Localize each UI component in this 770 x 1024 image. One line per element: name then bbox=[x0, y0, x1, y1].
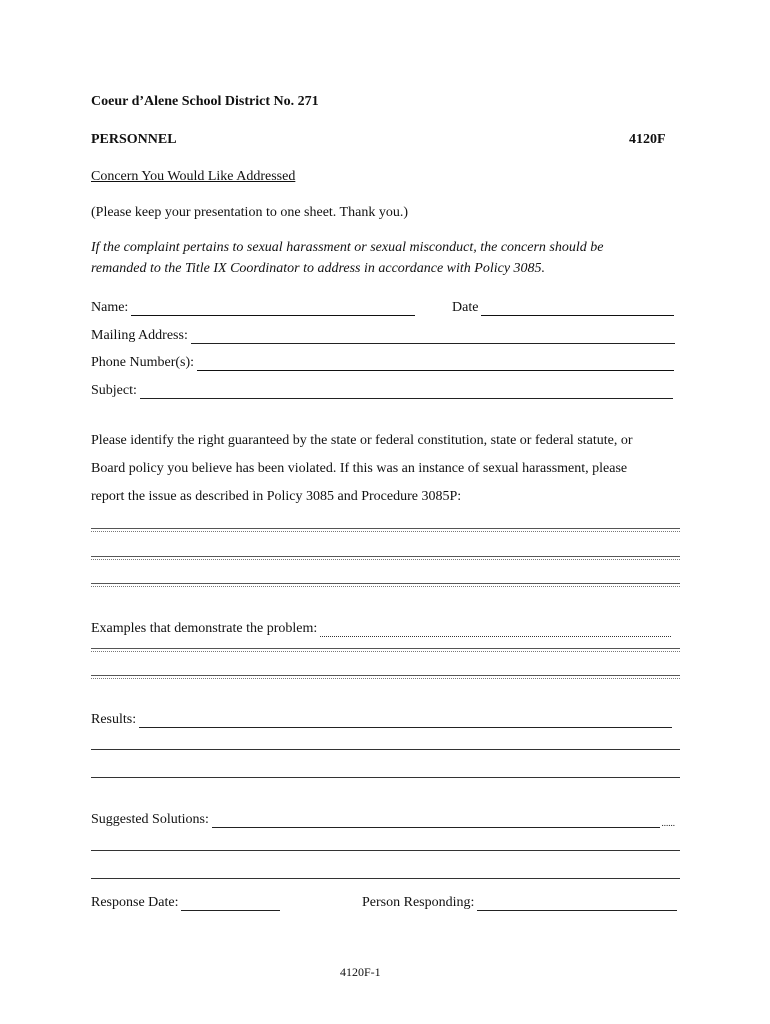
person-responding-label: Person Responding: bbox=[362, 895, 475, 910]
district-name: Coeur d’Alene School District No. 271 bbox=[91, 94, 319, 109]
examples-input-line[interactable] bbox=[320, 622, 671, 637]
response-date-label: Response Date: bbox=[91, 895, 179, 910]
name-field[interactable] bbox=[91, 296, 415, 316]
mailing-address-field[interactable] bbox=[91, 324, 675, 344]
rights-answer-line[interactable] bbox=[91, 556, 680, 560]
rights-answer-line[interactable] bbox=[91, 583, 680, 587]
instruction-text: (Please keep your presentation to one sheet. Thank you.) bbox=[91, 205, 408, 220]
rights-answer-line[interactable] bbox=[91, 528, 680, 532]
date-label: Date bbox=[452, 300, 479, 315]
phone-number-field[interactable] bbox=[91, 351, 674, 371]
rights-question-line-2: Board policy you believe has been violated. If this was an instance of sexual harassment, please bbox=[91, 461, 628, 476]
suggested-solutions-input-line[interactable] bbox=[212, 813, 660, 828]
name-label: Name: bbox=[91, 300, 129, 315]
results-answer-line[interactable] bbox=[91, 749, 680, 750]
form-number: 4120F bbox=[629, 132, 666, 147]
form-title: Concern You Would Like Addressed bbox=[91, 169, 296, 184]
section-heading: PERSONNEL bbox=[91, 132, 177, 147]
results-label: Results: bbox=[91, 712, 137, 727]
results-field[interactable] bbox=[91, 708, 672, 728]
suggested-solutions-label: Suggested Solutions: bbox=[91, 812, 209, 827]
phone-number-input-line[interactable] bbox=[197, 356, 674, 371]
date-input-line[interactable] bbox=[481, 301, 674, 316]
examples-label: Examples that demonstrate the problem: bbox=[91, 621, 318, 636]
results-answer-line[interactable] bbox=[91, 777, 680, 778]
person-responding-field[interactable] bbox=[362, 891, 677, 911]
suggested-solutions-field[interactable] bbox=[91, 808, 675, 828]
response-date-field[interactable] bbox=[91, 891, 280, 911]
subject-field[interactable] bbox=[91, 379, 673, 399]
suggested-solutions-dots: ...... bbox=[661, 818, 675, 828]
results-input-line[interactable] bbox=[139, 713, 672, 728]
suggested-solutions-answer-line[interactable] bbox=[91, 878, 680, 879]
person-responding-input-line[interactable] bbox=[477, 896, 677, 911]
mailing-address-label: Mailing Address: bbox=[91, 328, 188, 343]
suggested-solutions-answer-line[interactable] bbox=[91, 850, 680, 851]
phone-number-label: Phone Number(s): bbox=[91, 355, 195, 370]
page-number: 4120F-1 bbox=[340, 965, 381, 979]
title-ix-notice-line-2: remanded to the Title IX Coordinator to address in accordance with Policy 3085. bbox=[91, 261, 546, 276]
title-ix-notice-line-1: If the complaint pertains to sexual harassment or sexual misconduct, the concern should be bbox=[91, 240, 604, 255]
response-date-input-line[interactable] bbox=[181, 896, 280, 911]
examples-answer-line[interactable] bbox=[91, 648, 680, 652]
name-input-line[interactable] bbox=[131, 301, 415, 316]
subject-input-line[interactable] bbox=[140, 384, 673, 399]
date-field[interactable] bbox=[452, 296, 674, 316]
rights-question-line-3: report the issue as described in Policy 3085 and Procedure 3085P: bbox=[91, 489, 462, 504]
subject-label: Subject: bbox=[91, 383, 137, 398]
rights-question-line-1: Please identify the right guaranteed by the state or federal constitution, state or federal statute, or bbox=[91, 433, 633, 448]
mailing-address-input-line[interactable] bbox=[191, 329, 675, 344]
examples-field[interactable] bbox=[91, 617, 671, 637]
examples-answer-line[interactable] bbox=[91, 675, 680, 679]
